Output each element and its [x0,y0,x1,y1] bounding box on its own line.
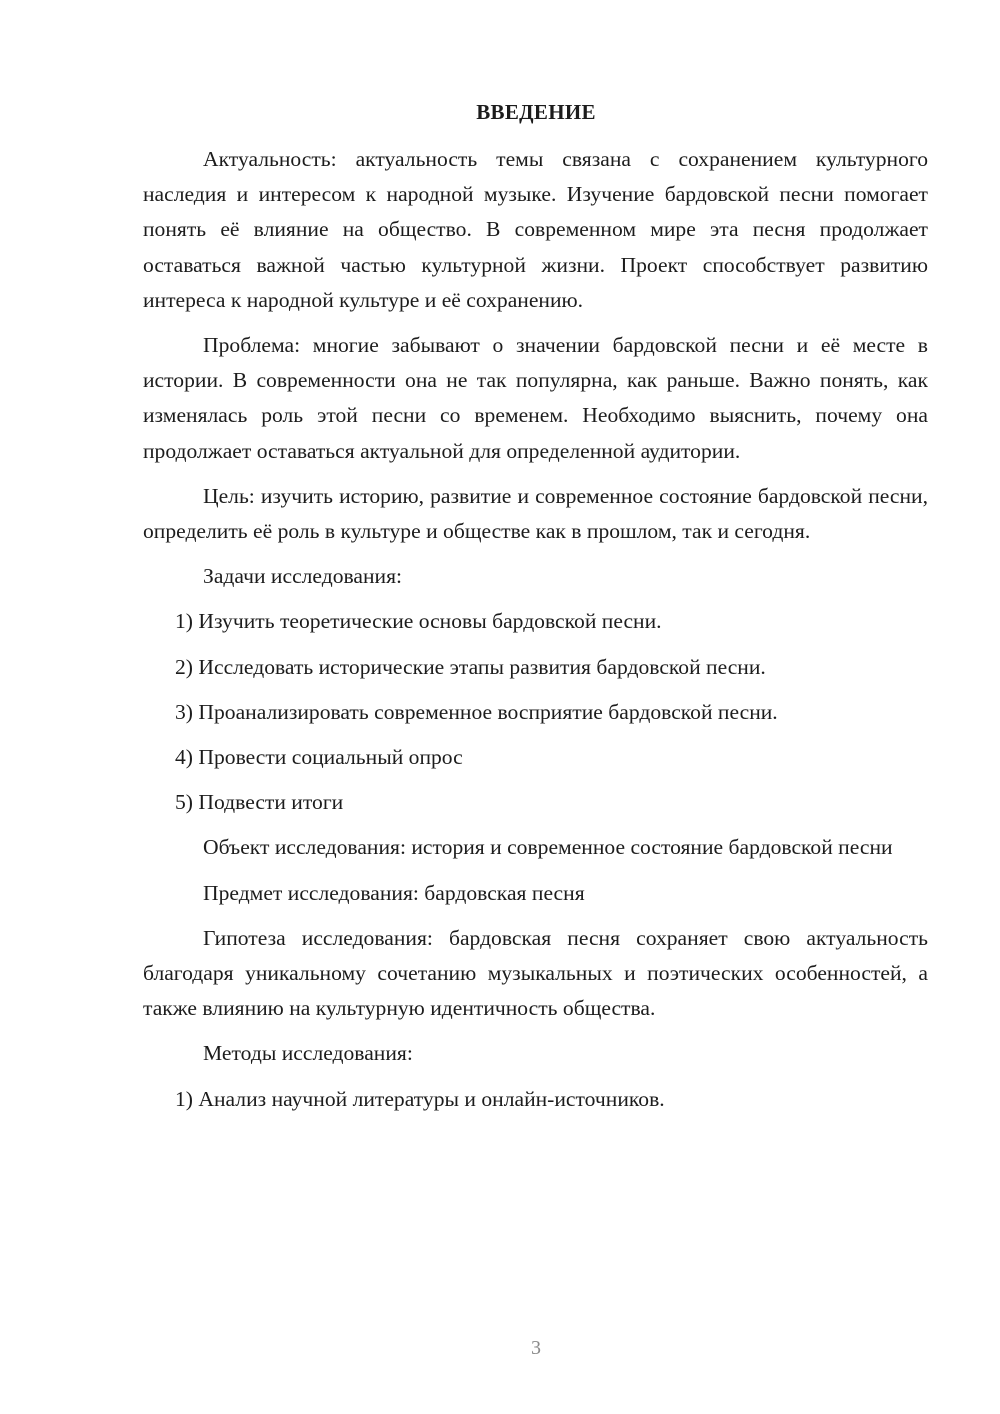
subject-paragraph: Предмет исследования: бардовская песня [203,880,585,905]
page-number: 3 [531,1337,541,1359]
problem-paragraph: Проблема: многие забывают о значении бардовской песни и её месте в истории. В современности она не так популярна, как раньше. Важно понять, как изменялась роль этой песни со временем. Необходимо выяснить, почему она продолжает оставаться актуальной для определенной аудитории. [143,333,928,463]
section-title: ВВЕДЕНИЕ [476,100,596,124]
methods-heading: Методы исследования: [203,1041,413,1066]
goal-paragraph: Цель: изучить историю, развитие и современное состояние бардовской песни, определить её роль в культуре и обществе как в прошлом, так и сегодня. [143,483,928,544]
document-body [143,142,928,1127]
task-item: 2) Исследовать исторические этапы развития бардовской песни. [175,654,766,679]
tasks-list [143,604,928,820]
task-item: 4) Провести социальный опрос [175,745,463,770]
object-paragraph: Объект исследования: история и современное состояние бардовской песни [203,835,893,860]
method-item: 1) Анализ научной литературы и онлайн-источников. [175,1086,665,1111]
task-item: 5) Подвести итоги [175,790,344,815]
hypothesis-paragraph: Гипотеза исследования: бардовская песня сохраняет свою актуальность благодаря уникальному сочетанию музыкальных и поэтических особенностей, а также влиянию на культурную идентичность общества. [143,925,928,1021]
relevance-paragraph: Актуальность: актуальность темы связана с сохранением культурного наследия и интересом к народной музыке. Изучение бардовской песни помогает понять её влияние на общество. В современном мире эта песня продолжает оставаться важной частью культурной жизни. Проект способствует развитию интереса к народной культуре и её сохранению. [143,147,928,312]
tasks-heading: Задачи исследования: [203,564,403,589]
task-item: 1) Изучить теоретические основы бардовской песни. [175,609,662,634]
methods-list [143,1082,928,1117]
task-item: 3) Проанализировать современное восприятие бардовской песни. [175,699,778,724]
